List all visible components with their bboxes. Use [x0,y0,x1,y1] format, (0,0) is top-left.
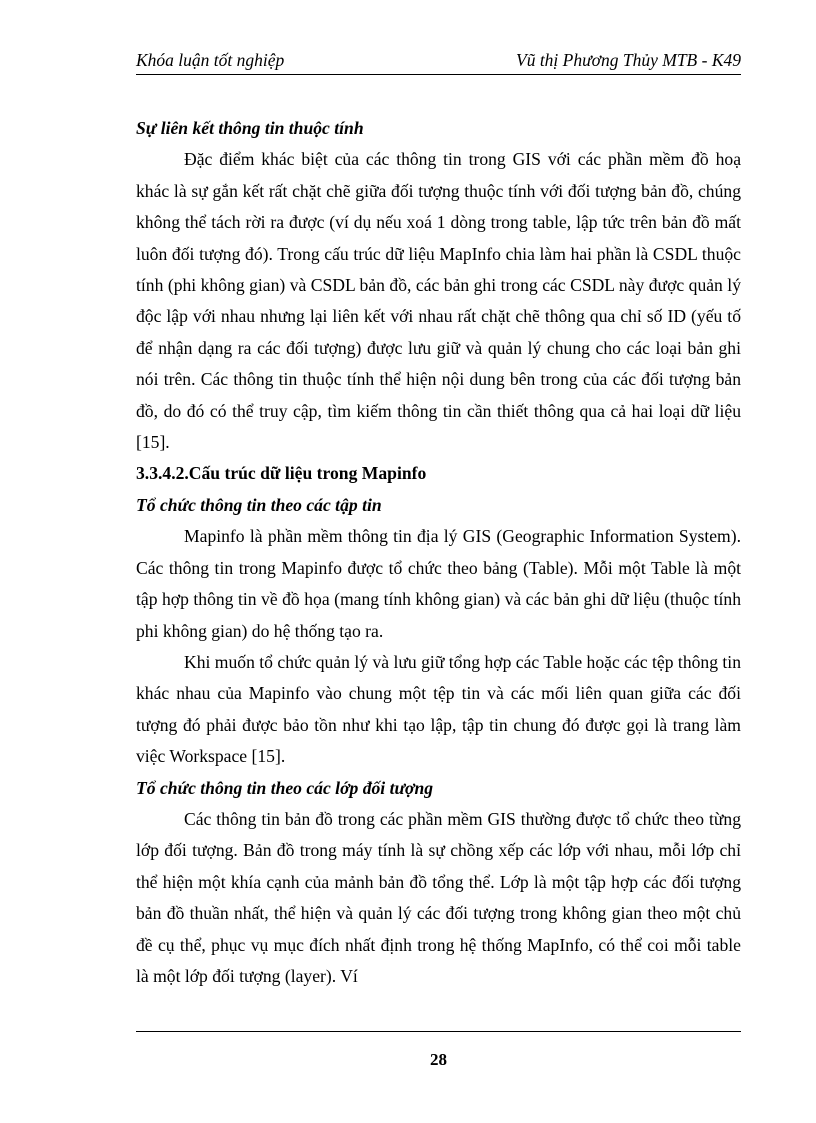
paragraph-attribute-link: Đặc điểm khác biệt của các thông tin trong GIS với các phần mềm đồ hoạ khác là sự gắn kết rất chặt chẽ giữa đối tượng thuộc tính với đối tượng bản đồ, chúng không thể tách rời ra được (ví dụ nếu xoá 1 dòng trong table, lập tức trên bản đồ mất luôn đối tượng đó). Trong cấu trúc dữ liệu MapInfo chia làm hai phần là CSDL thuộc tính (phi không gian) và CSDL bản đồ, các bản ghi trong các CSDL này được quản lý độc lập với nhau nhưng lại liên kết với nhau rất chặt chẽ thông qua chỉ số ID (yếu tố để nhận dạng ra các đối tượng) được lưu giữ và quản lý chung cho các loại bản ghi nói trên. Các thông tin thuộc tính thể hiện nội dung bên trong của các đối tượng bản đồ, do đó có thể truy cập, tìm kiếm thông tin cần thiết thông qua cả hai loại dữ liệu [15]. [136,149,741,453]
page-number: 28 [430,1050,447,1069]
paragraph-mapinfo-tables: Mapinfo là phần mềm thông tin địa lý GIS (Geographic Information System). Các thông tin trong Mapinfo được tổ chức theo bảng (Table). Mỗi một Table là một tập hợp thông tin về đồ họa (mang tính không gian) và các bản ghi dữ liệu (thuộc tính phi không gian) do hệ thống tạo ra. [136,526,741,641]
section-heading-attribute-link: Sự liên kết thông tin thuộc tính [136,118,364,138]
paragraph-workspace: Khi muốn tổ chức quản lý và lưu giữ tổng hợp các Table hoặc các tệp thông tin khác nhau của Mapinfo vào chung một tệp tin và các mối liên quan giữa các đối tượng đó phải được bảo tồn như khi tạo lập, tập tin chung đó được gọi là trang làm việc Workspace [15]. [136,651,741,767]
subheading-file-organization: Tổ chức thông tin theo các tập tin [136,494,382,515]
page-header [136,48,741,75]
paragraph-layers: Các thông tin bản đồ trong các phần mềm GIS thường được tổ chức theo từng lớp đối tượng. Bản đồ trong máy tính là sự chồng xếp các lớp với nhau, mỗi lớp chỉ thể hiện một khía cạnh của mảnh bản đồ tổng thể. Lớp là một tập hợp các đối tượng bản đồ thuần nhất, thể hiện và quản lý các đối tượng trong không gian theo một chủ đề cụ thể, phục vụ mục đích nhất định trong hệ thống MapInfo, có thể coi mỗi table là một lớp đối tượng (layer). Ví [136,808,741,986]
subheading-layer-organization: Tổ chức thông tin theo các lớp đối tượng [136,777,434,798]
section-heading-data-structure: 3.3.4.2.Cấu trúc dữ liệu trong Mapinfo [136,463,427,484]
footer-divider [136,1031,741,1032]
page-body [136,113,741,992]
header-thesis-type: Khóa luận tốt nghiệp [136,50,285,70]
header-author: Vũ thị Phương Thủy MTB - K49 [516,50,741,70]
